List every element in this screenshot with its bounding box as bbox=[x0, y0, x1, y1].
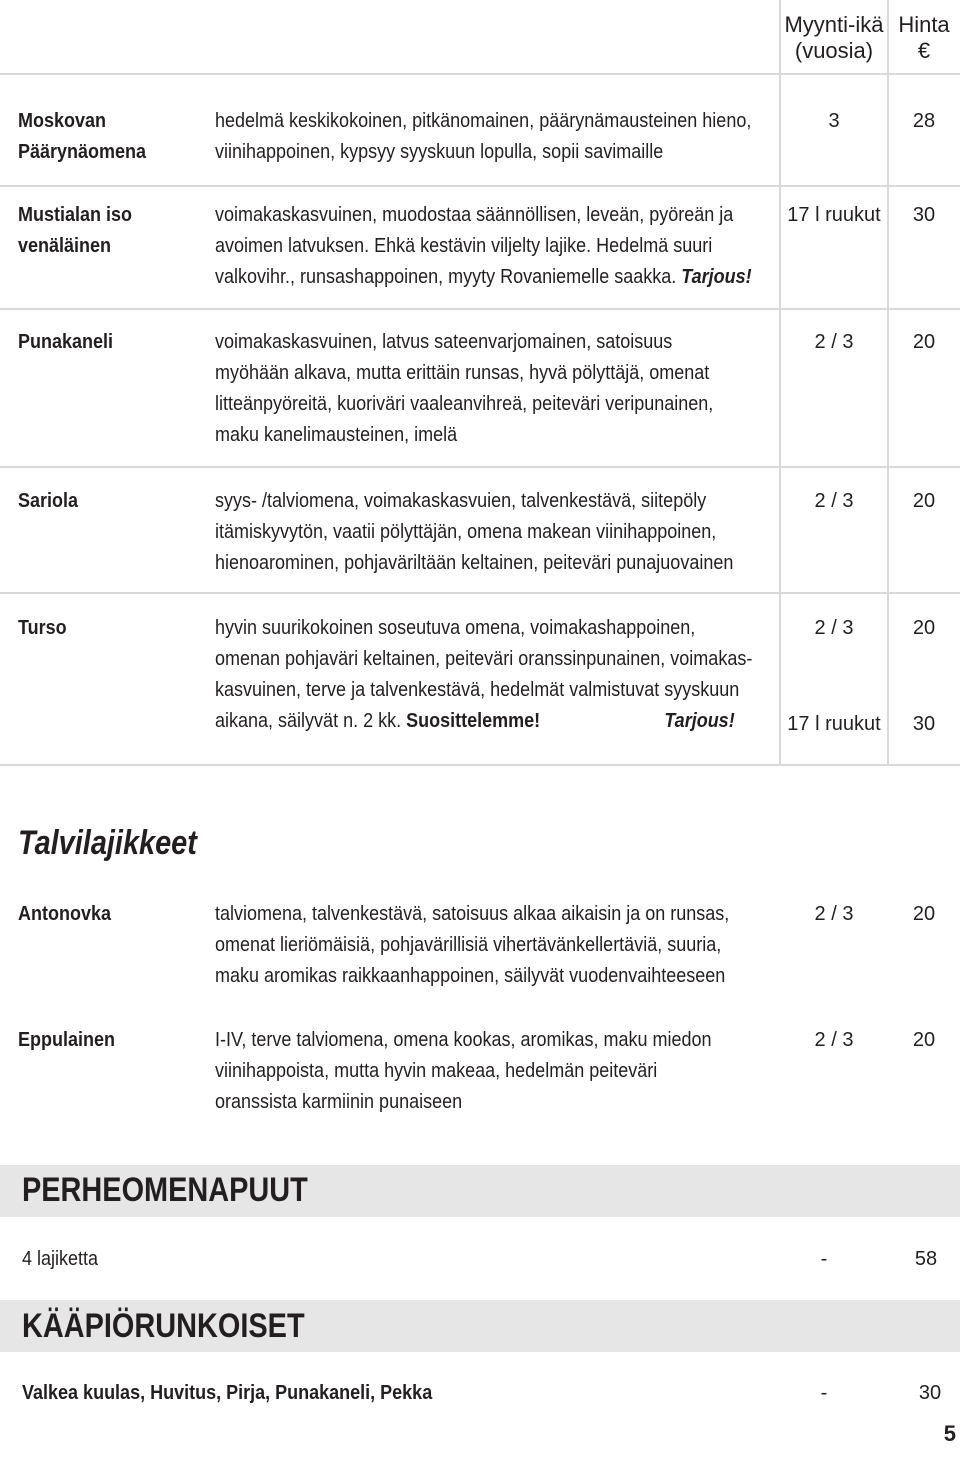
description-line: avoimen latvuksen. Ehkä kestävin viljelty lajike. Hedelmä suuri bbox=[215, 235, 713, 257]
recommendation-label: Suosittelemme! bbox=[406, 710, 541, 732]
description-text: aikana, säilyvät n. 2 kk. bbox=[215, 710, 402, 732]
row-divider bbox=[0, 185, 960, 187]
section-heading: PERHEOMENAPUUT bbox=[22, 1171, 308, 1209]
age-column-header bbox=[780, 12, 888, 64]
description-line bbox=[215, 706, 773, 737]
price: 20 bbox=[912, 331, 936, 353]
description-line: maku kanelimausteinen, imelä bbox=[215, 424, 458, 446]
variety-description bbox=[215, 106, 773, 168]
description-line: viinihappoista, mutta hyvin makeaa, hedelmän peiteväri bbox=[215, 1060, 658, 1082]
description-line: omenan pohjaväri keltainen, peiteväri oranssinpunainen, voimakas- bbox=[215, 648, 753, 670]
description-line: kasvuinen, terve ja talvenkestävä, hedelmät valmistuvat syyskuun bbox=[215, 679, 740, 701]
description-line bbox=[215, 262, 773, 293]
page-number: 5 bbox=[943, 1421, 956, 1446]
row-divider bbox=[0, 73, 960, 75]
description-line: voimakaskasvuinen, muodostaa säännöllisen, leveän, pyöreän ja bbox=[215, 204, 734, 226]
variety-name-line: Moskovan bbox=[18, 110, 107, 132]
description-line: hyvin suurikokoinen soseutuva omena, voimakashappoinen, bbox=[215, 617, 696, 639]
offer-label: Tarjous! bbox=[664, 710, 735, 732]
description-line: talviomena, talvenkestävä, satoisuus alkaa aikaisin ja on runsas, bbox=[215, 903, 730, 925]
row-divider bbox=[0, 764, 960, 766]
sale-age: 2 / 3 bbox=[814, 490, 854, 512]
variety-description bbox=[215, 200, 773, 293]
price: 28 bbox=[912, 110, 936, 132]
description-line: oranssista karmiinin punaiseen bbox=[215, 1091, 463, 1113]
variety-description bbox=[215, 613, 773, 737]
variety-name-line: venäläinen bbox=[18, 235, 112, 257]
description-line: omenat lieriömäisiä, pohjavärillisiä vihertävänkellertäviä, suuria, bbox=[215, 934, 722, 956]
variety-name-line: Turso bbox=[18, 617, 67, 639]
variety-description bbox=[215, 899, 773, 992]
sale-age-pot: 17 l ruukut bbox=[787, 713, 881, 735]
variety-name bbox=[18, 613, 67, 644]
variety-name-line: Sariola bbox=[18, 490, 79, 512]
description-line: voimakaskasvuinen, latvus sateenvarjomainen, satoisuus bbox=[215, 331, 673, 353]
description-line: viinihappoinen, kypsyy syyskuun lopulla, sopii savimaille bbox=[215, 141, 664, 163]
variety-name bbox=[18, 106, 146, 168]
currency-symbol: € bbox=[917, 38, 931, 63]
price: 20 bbox=[912, 617, 936, 639]
variety-description bbox=[215, 486, 773, 579]
sale-age: 17 l ruukut bbox=[787, 204, 881, 226]
age-header-line-1: Myynti-ikä bbox=[784, 12, 884, 37]
description-line: litteänpyöreitä, kuoriväri vaaleanvihreä, peiteväri veripunainen, bbox=[215, 393, 714, 415]
description-line: syys- /talviomena, voimakaskasvuien, talvenkestävä, siitepöly bbox=[215, 490, 707, 512]
row-divider bbox=[0, 308, 960, 310]
variety-name-line: Punakaneli bbox=[18, 331, 114, 353]
sale-age: 2 / 3 bbox=[814, 1029, 854, 1051]
price-column-header bbox=[888, 12, 960, 64]
price: 58 bbox=[914, 1248, 938, 1270]
price: 30 bbox=[912, 204, 936, 226]
row-divider bbox=[0, 592, 960, 594]
section-title: Talvilajikkeet bbox=[18, 824, 197, 862]
description-line: I-IV, terve talviomena, omena kookas, aromikas, maku miedon bbox=[215, 1029, 712, 1051]
description-line: maku aromikas raikkaanhappoinen, säilyvät vuodenvaihteeseen bbox=[215, 965, 726, 987]
variety-name-line: Mustialan iso bbox=[18, 204, 133, 226]
sale-age: - bbox=[820, 1248, 828, 1270]
description-line: itämiskyvytön, vaatii pölyttäjän, omena makean viinihappoinen, bbox=[215, 521, 717, 543]
description-line: hedelmä keskikokoinen, pitkänomainen, päärynämausteinen hieno, bbox=[215, 110, 752, 132]
variety-name bbox=[18, 486, 78, 517]
sale-age: 2 / 3 bbox=[814, 617, 854, 639]
product-item: 4 lajiketta bbox=[22, 1248, 99, 1270]
age-header-line-2: (vuosia) bbox=[794, 38, 874, 63]
description-text: valkovihr., runsashappoinen, myyty Rovaniemelle saakka. bbox=[215, 266, 677, 288]
variety-name: Eppulainen bbox=[18, 1029, 116, 1051]
sale-age: 2 / 3 bbox=[814, 903, 854, 925]
price: 30 bbox=[918, 1382, 942, 1404]
variety-name bbox=[18, 327, 113, 358]
variety-name bbox=[18, 200, 132, 262]
product-item: Valkea kuulas, Huvitus, Pirja, Punakaneli, Pekka bbox=[22, 1382, 433, 1404]
section-heading: KÄÄPIÖRUNKOISET bbox=[22, 1307, 305, 1345]
variety-description bbox=[215, 1025, 773, 1118]
offer-label: Tarjous! bbox=[681, 266, 752, 288]
sale-age: 2 / 3 bbox=[814, 331, 854, 353]
price: 20 bbox=[912, 490, 936, 512]
variety-name-line: Päärynäomena bbox=[18, 141, 147, 163]
row-divider bbox=[0, 466, 960, 468]
price-pot: 30 bbox=[912, 713, 936, 735]
price: 20 bbox=[912, 1029, 936, 1051]
description-line: myöhään alkava, mutta erittäin runsas, hyvä pölyttäjä, omenat bbox=[215, 362, 710, 384]
description-line: hienoarominen, pohjaväriltään keltainen, peiteväri punajuovainen bbox=[215, 552, 734, 574]
sale-age: - bbox=[820, 1382, 828, 1404]
variety-name: Antonovka bbox=[18, 903, 112, 925]
price: 20 bbox=[912, 903, 936, 925]
sale-age: 3 bbox=[828, 110, 840, 132]
price-header-label: Hinta bbox=[898, 12, 950, 37]
variety-description bbox=[215, 327, 773, 451]
